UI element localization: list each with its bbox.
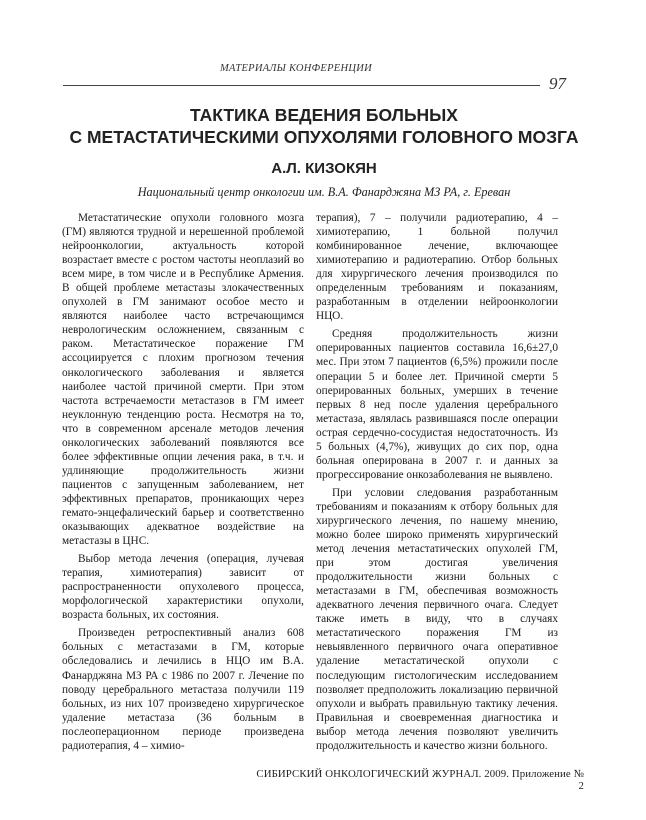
- article-title: [60, 104, 588, 148]
- paragraph: Средняя продолжительность жизни оперированных пациентов составила 16,6±27,0 мес. При этом 7 пациентов (6,5%) прожили после операции 5 и более лет. Причиной смерти 5 оперированных больных, умерших в течение первых 8 нед после удаления церебрального метастаза, являлась развившаяся после операции острая сердечно-сосудистая недостаточность. Из 5 больных (4,7%), живущих до сих пор, одна больная оперирована в 2007 г. и данных за прогрессирование онкозаболевания не выявлено.: [316, 328, 558, 481]
- journal-footer: СИБИРСКИЙ ОНКОЛОГИЧЕСКИЙ ЖУРНАЛ. 2009. Приложение № 2: [256, 768, 584, 792]
- page-number: 97: [549, 74, 566, 93]
- title-line-1: ТАКТИКА ВЕДЕНИЯ БОЛЬНЫХ: [190, 105, 458, 125]
- author-name: А.Л. КИЗОКЯН: [271, 160, 377, 177]
- text-column-right: [316, 211, 558, 757]
- paragraph: Произведен ретроспективный анализ 608 больных с метастазами в ГМ, которые обследовались и лечились в НЦО им В.А. Фанарджяна МЗ РА с 1986 по 2007 г. Лечение по поводу церебрального метастаза получили 119 больных, из них 107 произведено хирургическое удаление метастаза (36 больным в послеоперационном периоде произведена радиотерапия, 4 – химио-: [62, 627, 304, 752]
- paragraph-continuation: терапия), 7 – получили радиотерапию, 4 – химиотерапию, 1 больной получил комбинированное лечение, включающее химиотерапию и радиотерапию. Отбор больных для хирургического лечения производился по определенным требованиям и показаниям, разработанным в отделении нейроонкологии НЦО.: [316, 212, 558, 323]
- affiliation: Национальный центр онкологии им. В.А. Фанарджяна МЗ РА, г. Ереван: [137, 185, 511, 199]
- running-head: МАТЕРИАЛЫ КОНФЕРЕНЦИИ: [219, 63, 373, 74]
- text-column-left: [62, 211, 304, 757]
- title-line-2: С МЕТАСТАТИЧЕСКИМИ ОПУХОЛЯМИ ГОЛОВНОГО МОЗГА: [69, 127, 579, 147]
- paragraph: Выбор метода лечения (операция, лучевая терапия, химиотерапия) зависит от распространенности опухолевого процесса, морфологической характеристики опухоли, возраста больных, их состояния.: [62, 553, 304, 622]
- header-rule: [63, 85, 540, 86]
- paragraph: Метастатические опухоли головного мозга (ГМ) являются трудной и нерешенной проблемой нейроонкологии, актуальность которой возрастает вместе с ростом частоты неоплазий во всем мире, в том числе и в Республике Армения. В общей проблеме метастазы злокачественных опухолей в ГМ занимают особое место и являются наиболее часто встречающимся неврологическим осложнением, связанным с раком. Метастатическое поражение ГМ ассоциируется с плохим прогнозом течения онкологического заболевания и является наиболее частой причиной смерти. При этом частота встречаемости метастазов в ГМ имеет неуклонную тенденцию роста. Несмотря на то, что в современном арсенале методов лечения онкологических заболеваний появляются все более эффективные опции лечения рака, в т.ч. и удлиняющие продолжительность жизни пациентов с запущенным заболеванием, нет эффективных препаратов, проникающих через гемато-энцефалический барьер и соответственно оказывающих адекватное воздействие на метастазы в ЦНС.: [62, 212, 304, 548]
- paragraph: При условии следования разработанным требованиям и показаниям к отбору больных для хирургического лечения, по нашему мнению, можно более широко применять хирургический метод лечения метастатических опухолей ГМ, при этом достигая увеличения продолжительности жизни больных с метастазами в ГМ, обеспечивая возможность адекватного лечения первичного очага. Следует также иметь в виду, что в случаях метастатического поражения ГМ из невыявленного первичного очага оперативное удаление метастатической опухоли с последующим гистологическим исследованием позволяет предположить локализацию первичной опухоли и выбрать правильную тактику лечения. Правильная и своевременная диагностика и выбор метода лечения позволяют увеличить продолжительность и качество жизни больного.: [316, 486, 558, 752]
